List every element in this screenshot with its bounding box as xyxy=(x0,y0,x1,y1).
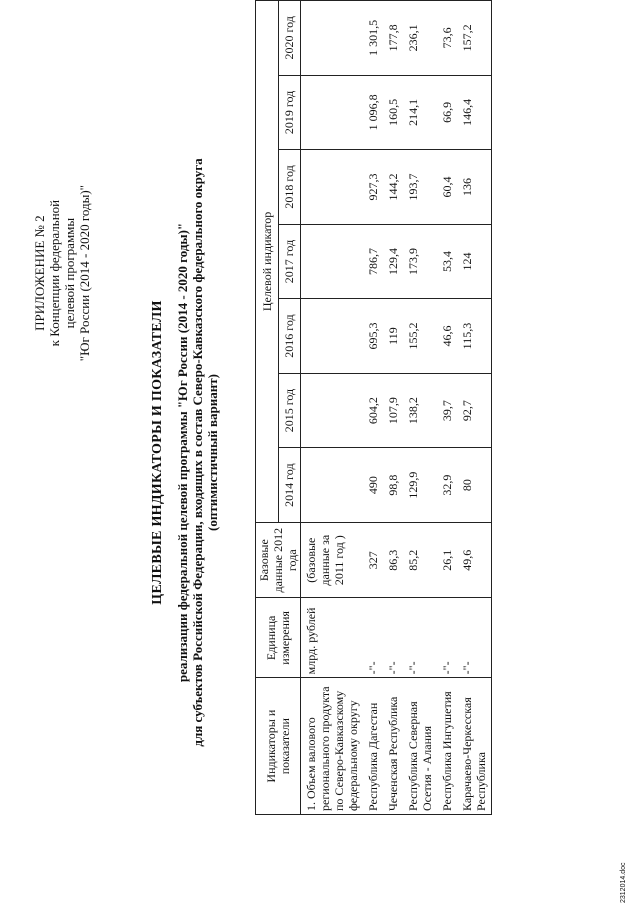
row-value: 177,8 xyxy=(383,1,403,76)
table-row xyxy=(403,1,437,815)
row-value: 160,5 xyxy=(383,75,403,150)
document-heading xyxy=(150,0,220,905)
annex-title: ПРИЛОЖЕНИЕ № 2 xyxy=(32,215,47,331)
row-indicator: 1. Объем валового регионального продукта по Северо-Кавказскому федеральному округу xyxy=(301,678,364,815)
row-indicator: Чеченская Республика xyxy=(383,678,403,815)
row-base: 26,1 xyxy=(437,522,457,598)
table-row xyxy=(437,1,457,815)
row-base: 327 xyxy=(363,522,383,598)
row-value xyxy=(301,448,364,523)
header-target-indicator: Целевой индикатор xyxy=(256,1,279,523)
row-indicator: Республика Северная Осетия - Алания xyxy=(403,678,437,815)
row-value: 66,9 xyxy=(437,75,457,150)
row-value xyxy=(301,150,364,225)
row-value: 53,4 xyxy=(437,224,457,299)
row-value: 193,7 xyxy=(403,150,437,225)
row-value: 144,2 xyxy=(383,150,403,225)
row-value: 92,7 xyxy=(457,373,492,448)
header-year: 2015 год xyxy=(278,373,301,448)
row-base: 49,6 xyxy=(457,522,492,598)
row-value xyxy=(301,75,364,150)
row-value: 98,8 xyxy=(383,448,403,523)
header-year: 2019 год xyxy=(278,75,301,150)
row-value: 46,6 xyxy=(437,299,457,374)
row-value xyxy=(301,299,364,374)
row-value: 927,3 xyxy=(363,150,383,225)
row-value: 115,3 xyxy=(457,299,492,374)
row-value: 119 xyxy=(383,299,403,374)
table-row xyxy=(383,1,403,815)
row-unit: -"- xyxy=(383,598,403,678)
row-value: 604,2 xyxy=(363,373,383,448)
row-indicator: Республика Дагестан xyxy=(363,678,383,815)
header-year: 2020 год xyxy=(278,1,301,76)
row-unit: -"- xyxy=(403,598,437,678)
header-year: 2014 год xyxy=(278,448,301,523)
row-value: 73,6 xyxy=(437,1,457,76)
row-value: 155,2 xyxy=(403,299,437,374)
row-value: 695,3 xyxy=(363,299,383,374)
file-footer: 2312014.doc xyxy=(620,862,627,903)
row-value: 80 xyxy=(457,448,492,523)
row-unit: млрд. рублей xyxy=(301,598,364,678)
header-indicators: Индикаторы и показатели xyxy=(256,678,301,815)
indicators-table xyxy=(255,0,492,815)
table-row xyxy=(363,1,383,815)
row-value: 146,4 xyxy=(457,75,492,150)
row-value: 157,2 xyxy=(457,1,492,76)
annex-block xyxy=(32,185,92,361)
header-base: Базовые данные 2012 года xyxy=(256,522,301,598)
row-base: (базовые данные за 2011 год ) xyxy=(301,522,364,598)
row-value: 138,2 xyxy=(403,373,437,448)
header-year: 2017 год xyxy=(278,224,301,299)
row-value: 1 096,8 xyxy=(363,75,383,150)
row-unit: -"- xyxy=(437,598,457,678)
row-base: 86,3 xyxy=(383,522,403,598)
document-title: ЦЕЛЕВЫЕ ИНДИКАТОРЫ И ПОКАЗАТЕЛИ xyxy=(150,300,165,605)
document-subtitle: реализации федеральной целевой программы "Юг России (2014 - 2020 годы)" xyxy=(175,222,190,683)
row-value xyxy=(301,224,364,299)
row-indicator: Республика Ингушетия xyxy=(437,678,457,815)
row-value: 129,9 xyxy=(403,448,437,523)
row-value: 786,7 xyxy=(363,224,383,299)
annex-line: к Концепции федеральной xyxy=(47,199,62,347)
row-value: 60,4 xyxy=(437,150,457,225)
row-value: 39,7 xyxy=(437,373,457,448)
row-value: 1 301,5 xyxy=(363,1,383,76)
row-value: 107,9 xyxy=(383,373,403,448)
annex-line: "Юг России (2014 - 2020 годы)" xyxy=(77,185,92,362)
table-row xyxy=(457,1,492,815)
row-value: 129,4 xyxy=(383,224,403,299)
header-year: 2016 год xyxy=(278,299,301,374)
row-value: 32,9 xyxy=(437,448,457,523)
table-row xyxy=(301,1,364,815)
document-subtitle: (оптимистичный вариант) xyxy=(205,374,220,531)
row-value xyxy=(301,1,364,76)
row-value xyxy=(301,373,364,448)
annex-line: целевой программы xyxy=(62,217,77,329)
row-value: 173,9 xyxy=(403,224,437,299)
header-unit: Единица измерения xyxy=(256,598,301,678)
header-year: 2018 год xyxy=(278,150,301,225)
row-unit: -"- xyxy=(363,598,383,678)
row-value: 124 xyxy=(457,224,492,299)
row-unit: -"- xyxy=(457,598,492,678)
document-subtitle: для субъектов Российской Федерации, входящих в состав Северо-Кавказского федерального округа xyxy=(190,158,205,747)
row-value: 490 xyxy=(363,448,383,523)
row-value: 214,1 xyxy=(403,75,437,150)
row-indicator: Карачаево-Черкесская Республика xyxy=(457,678,492,815)
row-base: 85,2 xyxy=(403,522,437,598)
row-value: 236,1 xyxy=(403,1,437,76)
row-value: 136 xyxy=(457,150,492,225)
